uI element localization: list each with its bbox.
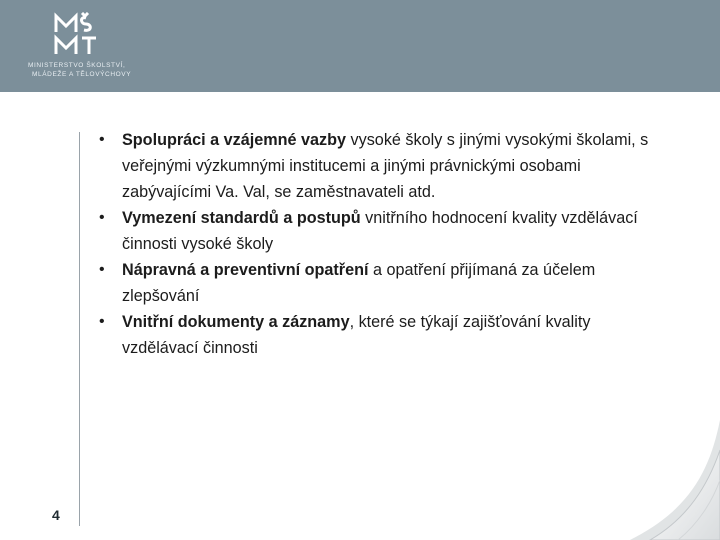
bullet-text: a opatření přijímaná za účelem zlepšování (122, 261, 596, 305)
page-number: 4 (52, 507, 60, 523)
bullet-item (96, 127, 656, 205)
page-curl-icon (570, 390, 720, 540)
bullet-bold-text: Nápravná a preventivní opatření (122, 261, 369, 279)
bullet-bold-text: Spolupráci a vzájemné vazby (122, 131, 347, 149)
bullet-item (96, 205, 656, 257)
vertical-divider (79, 132, 80, 526)
bullet-dot-icon: • (99, 261, 105, 278)
bullet-text: vnitřního hodnocení kvality vzdělávací činnosti vysoké školy (122, 209, 638, 253)
bullet-text: , které se týkají zajišťování kvality vzdělávací činnosti (122, 313, 591, 357)
bullet-bold-text: Vnitřní dokumenty a záznamy (122, 313, 350, 331)
bullet-list (96, 127, 656, 361)
bullet-dot-icon: • (99, 131, 105, 148)
ministry-logo (22, 12, 162, 82)
bullet-item (96, 257, 656, 309)
bullet-dot-icon: • (99, 209, 105, 226)
logo-text-line2: MLÁDEŽE A TĚLOVÝCHOVY (32, 71, 132, 78)
bullet-text: vysoké školy s jinými vysokými školami, s veřejnými výzkumnými institucemi a jinými právnickými osobami zabývajícími Va. Val, se zaměstnavateli atd. (122, 131, 649, 201)
header-band (0, 0, 720, 92)
bullet-item (96, 309, 656, 361)
bullet-bold-text: Vymezení standardů a postupů (122, 209, 361, 227)
msmt-logo-icon (52, 12, 114, 58)
logo-text-line1: MINISTERSTVO ŠKOLSTVÍ, (28, 62, 126, 69)
bullet-dot-icon: • (99, 313, 105, 330)
